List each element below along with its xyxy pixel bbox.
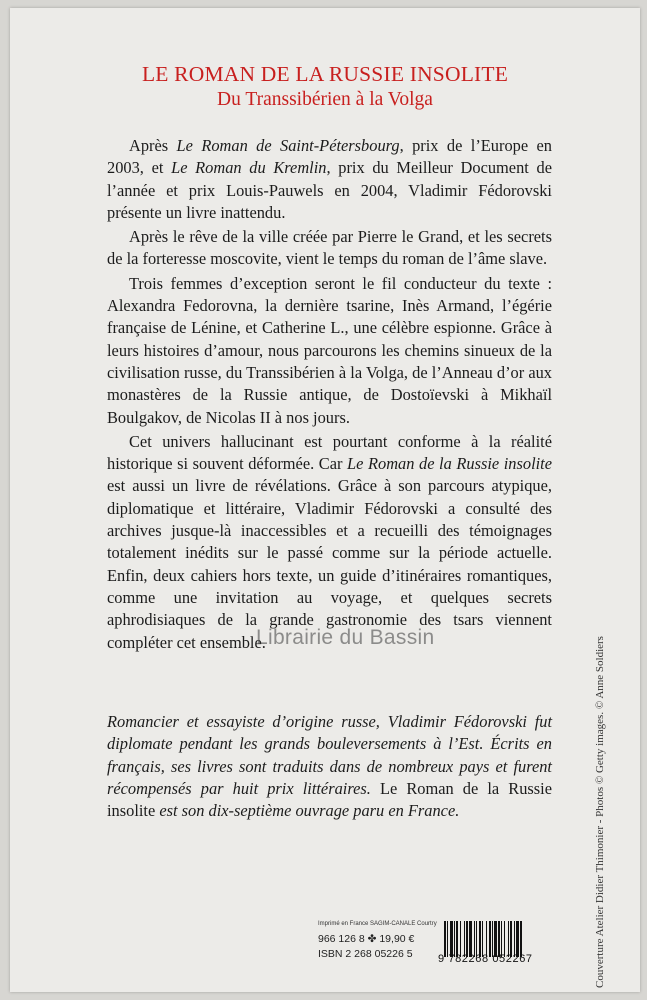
barcode-bar bbox=[444, 921, 446, 957]
barcode-bar bbox=[474, 921, 475, 957]
barcode-bar bbox=[520, 921, 522, 957]
barcode-bar bbox=[456, 921, 458, 957]
bio-part-3: est son dix-septième ouvrage paru en France. bbox=[159, 801, 460, 821]
bio-book-title: Le Roman de la Russie insolite bbox=[107, 778, 552, 821]
text-run: Après le rêve de la ville créée par Pierre le Grand, et les secrets de la forteresse moscovite, vient le temps du roman de l’âme slave. bbox=[107, 227, 552, 269]
text-run: , prix de l’Europe en 2003, et bbox=[107, 136, 552, 178]
barcode-bar bbox=[510, 921, 512, 957]
barcode-bar bbox=[460, 921, 461, 957]
author-bio bbox=[107, 711, 552, 822]
printer-info: Imprimé en France SAGIM-CANALE Courtry bbox=[318, 921, 437, 927]
text-run: Trois femmes d’exception seront le fil conducteur du texte : Alexandra Fedorovna, la dernière tsarine, Inès Armand, l’égérie française de Lénine, et Catherine L., une célèbre espionne. Grâce à leurs histoires d’amour, nous parcourons les chemins sinueux de la civilisation russe, du Transsibérien à la Volga, de l’Anneau d’or aux monastères de la Russie antique, de Dostoïevski à Mikhaïl Boulgakov, de Nicolas II à nos jours. bbox=[107, 273, 552, 427]
barcode-bar bbox=[454, 921, 455, 957]
barcode-bar bbox=[479, 921, 481, 957]
book-back-cover bbox=[10, 8, 640, 992]
barcode-bar bbox=[464, 921, 465, 957]
blurb-paragraph bbox=[107, 135, 552, 224]
blurb-paragraph bbox=[107, 226, 552, 271]
barcode-bar bbox=[514, 921, 515, 957]
isbn: ISBN 2 268 05226 5 bbox=[318, 948, 413, 960]
italic-title-run: Le Roman du Kremlin bbox=[171, 158, 327, 178]
text-run: est aussi un livre de révélations. Grâce à son parcours atypique, diplomatique et littéraire, Vladimir Fédorovski a consulté des archives jusque-là inaccessibles et a recueilli des témoignages totalement inédits sur le passé comme sur la période actuelle. Enfin, deux cahiers hors texte, un guide d’itinéraires romantiques, comme une invitation au voyage, et quelques secrets aphrodisiaques de la grande gastronomie des tsars viennent compléter cet ensemble. bbox=[107, 476, 552, 652]
text-run: , prix du Meilleur Document de l’année et prix Louis-Pauwels en 2004, Vladimir Fédorovski présente un livre inattendu. bbox=[107, 158, 552, 222]
book-title: LE ROMAN DE LA RUSSIE INSOLITE bbox=[141, 62, 509, 86]
book-subtitle: Du Transsibérien à la Volga bbox=[217, 89, 433, 110]
bio-part-1: Romancier et essayiste d’origine russe, Vladimir Fédorovski fut diplomate pendant les grands bouleversements à l’Est. Écrits en français, ses livres sont traduits dans de nombreux pays et furent récompensés par huit prix littéraires. bbox=[107, 712, 552, 798]
barcode-bar bbox=[504, 921, 505, 957]
barcode-bar bbox=[501, 921, 502, 957]
italic-title-run: Le Roman de la Russie insolite bbox=[347, 454, 553, 474]
blurb-text bbox=[107, 135, 552, 656]
barcode-bar bbox=[494, 921, 497, 957]
barcode-bar bbox=[447, 921, 448, 957]
barcode-bar bbox=[516, 921, 519, 957]
blurb-paragraph bbox=[107, 431, 552, 654]
barcode-bar bbox=[450, 921, 453, 957]
barcode-bar bbox=[498, 921, 500, 957]
barcode-bar bbox=[482, 921, 483, 957]
watermark: Librairie du Bassin bbox=[256, 626, 435, 649]
title-block bbox=[10, 60, 640, 112]
italic-title-run: Le Roman de Saint-Pétersbourg bbox=[176, 136, 400, 155]
barcode-bar bbox=[492, 921, 493, 957]
barcode-bar bbox=[489, 921, 491, 957]
code-price: 966 126 8 ✤ 19,90 € bbox=[318, 933, 415, 945]
barcode-bar bbox=[469, 921, 472, 957]
photo-credit: Couverture Atelier Didier Thimonier - Photos © Getty images. © Anne Soldiers bbox=[594, 636, 606, 988]
barcode-bar bbox=[508, 921, 509, 957]
barcode-bar bbox=[486, 921, 487, 957]
barcode-digits: 9 782268 052267 bbox=[438, 953, 533, 965]
text-run: Après bbox=[129, 136, 177, 155]
blurb-paragraph bbox=[107, 273, 552, 429]
barcode-bar bbox=[476, 921, 477, 957]
text-run: Cet univers hallucinant est pourtant conforme à la réalité historique si souvent déformée. Car bbox=[107, 431, 552, 474]
barcode-bar bbox=[466, 921, 468, 957]
